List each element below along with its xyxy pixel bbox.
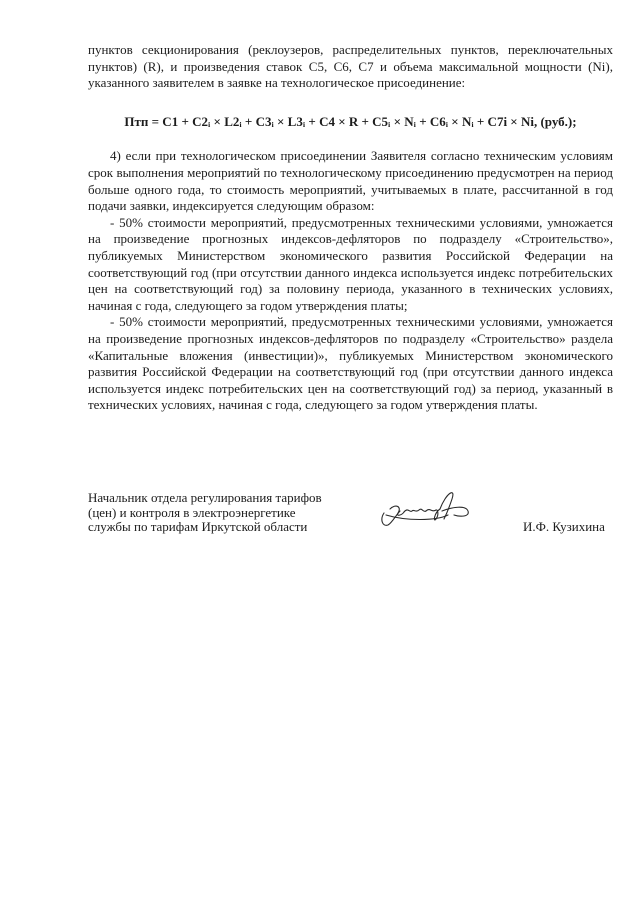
signatory-position-line-3: службы по тарифам Иркутской области <box>88 519 308 534</box>
signatory-name: И.Ф. Кузихина <box>523 519 605 534</box>
paragraph-item-4: 4) если при технологическом присоединении Заявителя согласно техническим условиям срок выполнения мероприятий по технологическому присоединению предусмотрен на период больше одного года, то стоимость мероприятий, учитываемых в плате, рассчитанной в год подачи заявки, индексируется следующим образом: <box>88 148 613 214</box>
signatory-position-line-1: Начальник отдела регулирования тарифов <box>88 490 322 505</box>
signatory-position <box>88 491 368 535</box>
handwritten-signature <box>376 485 476 531</box>
signature-block <box>88 491 613 551</box>
paragraph-bullet-2: - 50% стоимости мероприятий, предусмотренных техническими условиями, умножается на произведение прогнозных индексов-дефляторов по подразделу «Строительство» раздела «Капитальные вложения (инвестиции)», публикуемых Министерством экономического развития Российской Федерации на соответствующий год (при отсутствии данного индекса используется индекс потребительских цен на соответствующий год) за период, указанный в технических условиях, начиная с года, следующего за годом утверждения платы. <box>88 314 613 413</box>
formula-ptp: Птп = С1 + С2ᵢ × L2ᵢ + С3ᵢ × L3ᵢ + С4 × R + С5ᵢ × Nᵢ + С6ᵢ × Nᵢ + С7i × Ni, (руб.); <box>124 113 577 129</box>
signatory-position-line-2: (цен) и контроля в электроэнергетике <box>88 504 296 520</box>
paragraph-bullet-1: - 50% стоимости мероприятий, предусмотренных техническими условиями, умножается на произведение прогнозных индексов-дефляторов по подразделу «Строительство», публикуемых Министерством экономического развития Российской Федерации на соответствующий год (при отсутствии данного индекса используется индекс потребительских цен на соответствующий год) за половину периода, указанного в технических условиях, начиная с года, следующего за годом утверждения платы; <box>88 214 613 313</box>
document-body <box>88 42 613 414</box>
paragraph-r-points: пунктов секционирования (реклоузеров, распределительных пунктов, переключательных пунктов) (R), и произведения ставок С5, С6, С7 и объема максимальной мощности (Ni), указанного заявителем в заявке на технологическое присоединение: <box>88 42 613 91</box>
